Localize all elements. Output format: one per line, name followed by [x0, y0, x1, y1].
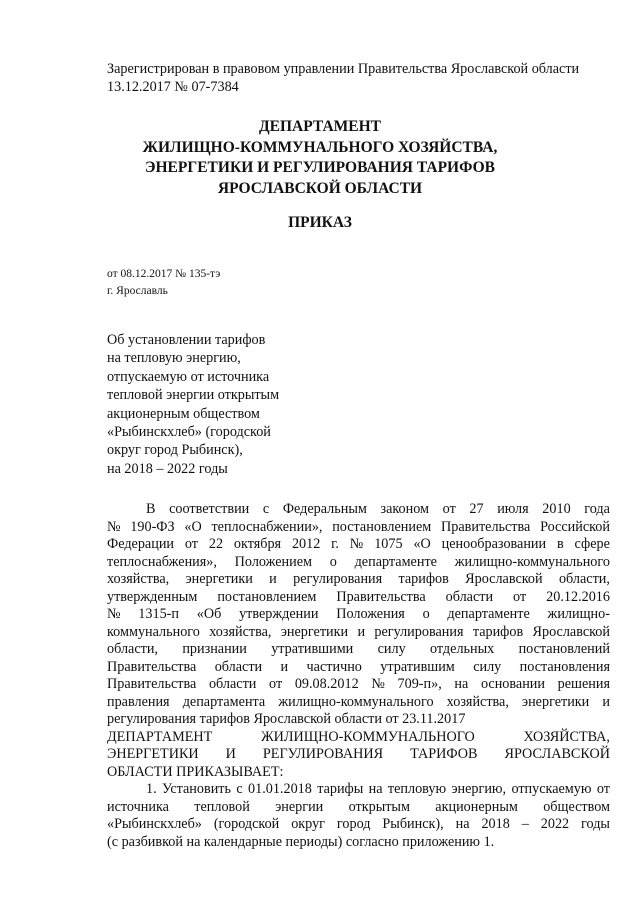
body-line: Правительства области и частично утратившим силу постановления [107, 658, 610, 675]
body-line: (с разбивкой на календарные периоды) согласно приложению 1. [107, 833, 495, 850]
document-body [107, 501, 610, 851]
date-number: от 08.12.2017 № 135-тэ [107, 268, 221, 280]
document-type: ПРИКАЗ [288, 214, 352, 231]
body-line: Федерации от 22 октября 2012 г. № 1075 «О ценообразовании в сфере [107, 536, 610, 552]
body-line: № 190-ФЗ «О теплоснабжении», постановлением Правительства Российской [107, 518, 610, 535]
department-line: ДЕПАРТАМЕНТ [258, 118, 382, 135]
subject-line: отпускаемую от источника [107, 368, 270, 385]
body-line: коммунального хозяйства, энергетики и регулирования тарифов Ярославской [107, 623, 610, 640]
body-line: утвержденным постановлением Правительства области от 20.12.2016 [107, 588, 610, 605]
body-line: ЭНЕРГЕТИКИ И РЕГУЛИРОВАНИЯ ТАРИФОВ ЯРОСЛАВСКОЙ [107, 746, 610, 762]
department-line: ЯРОСЛАВСКОЙ ОБЛАСТИ [217, 179, 423, 197]
registration-line: Зарегистрирован в правовом управлении Правительства Ярославской области [107, 61, 580, 77]
registration-line: 13.12.2017 № 07-7384 [107, 79, 239, 95]
body-line: правления департамента жилищно-коммунального хозяйства, энергетики и [107, 693, 610, 710]
body-line: хозяйства, энергетики и регулирования тарифов Ярославской области, [107, 571, 610, 587]
body-line: «Рыбинскхлеб» (городской округ город Рыбинск), на 2018 – 2022 годы [107, 816, 610, 832]
subject-line: акционерным обществом [107, 405, 260, 422]
subject-line: Об установлении тарифов [107, 332, 266, 348]
body-line: источника тепловой энергии открытым акционерным обществом [107, 798, 610, 815]
body-line: В соответствии с Федеральным законом от 27 июля 2010 года [146, 501, 610, 517]
document-subject [107, 331, 279, 478]
body-line: области, признании утратившими силу отдельных постановлений [107, 641, 610, 657]
body-line: Правительства области от 09.08.2012 № 709-п», на основании решения [107, 676, 610, 692]
body-line: 1. Установить с 01.01.2018 тарифы на тепловую энергию, отпускаемую от [146, 781, 610, 797]
city: г. Ярославль [107, 285, 168, 297]
subject-line: на тепловую энергию, [107, 350, 241, 367]
subject-line: на 2018 – 2022 годы [107, 460, 228, 477]
registration-note [107, 60, 579, 96]
department-header [0, 117, 640, 199]
department-line: ЖИЛИЩНО-КОММУНАЛЬНОГО ХОЗЯЙСТВА, [142, 138, 498, 156]
department-line: ЭНЕРГЕТИКИ И РЕГУЛИРОВАНИЯ ТАРИФОВ [144, 159, 496, 176]
body-line: регулирования тарифов Ярославской области от 23.11.2017 [107, 711, 466, 727]
body-line: ДЕПАРТАМЕНТ ЖИЛИЩНО-КОММУНАЛЬНОГО ХОЗЯЙСТВА, [107, 728, 610, 745]
subject-line: тепловой энергии открытым [107, 387, 280, 404]
body-line: ОБЛАСТИ ПРИКАЗЫВАЕТ: [107, 763, 284, 780]
document-meta [107, 266, 220, 300]
subject-line: «Рыбинскхлеб» (городской [107, 424, 271, 441]
body-line: теплоснабжения», Положением о департаменте жилищно-коммунального [107, 553, 610, 570]
body-line: № 1315-п «Об утверждении Положения о департаменте жилищно- [107, 606, 610, 622]
subject-line: округ город Рыбинск), [107, 442, 243, 459]
